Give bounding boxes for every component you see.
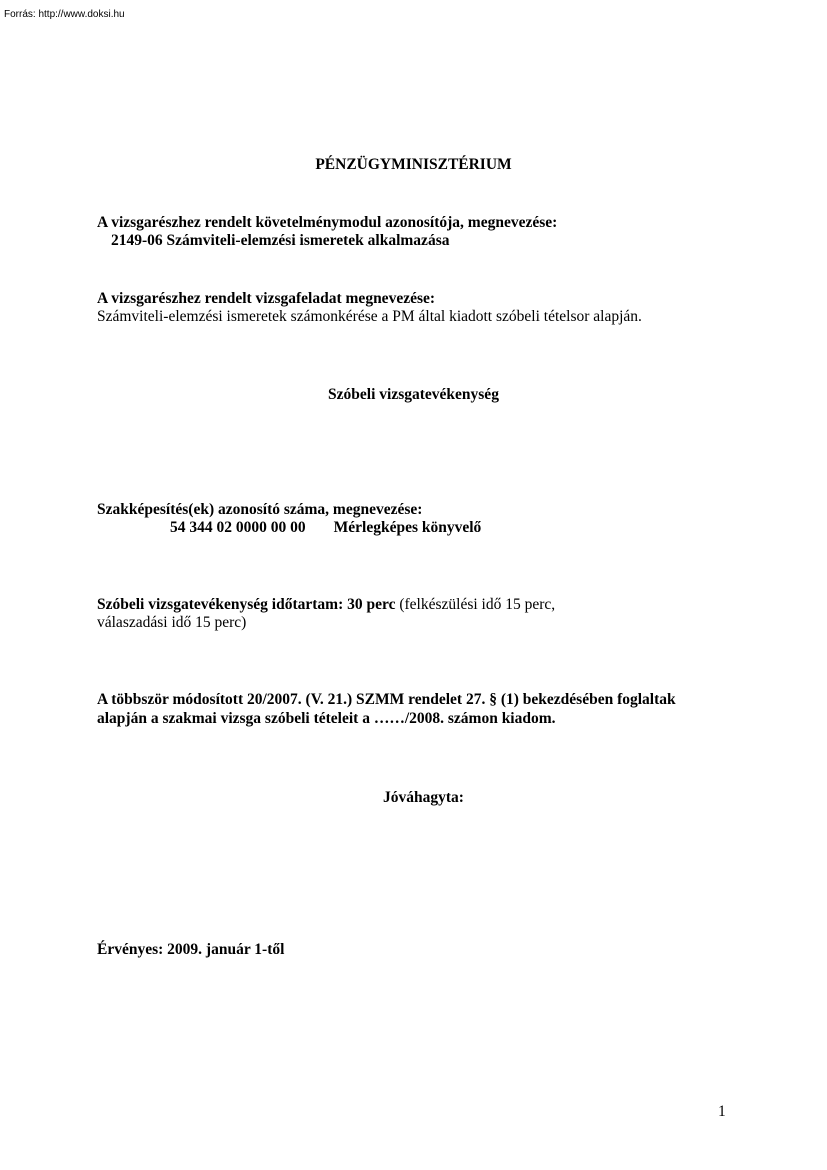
duration-detail-1: (felkészülési idő 15 perc, xyxy=(399,596,556,613)
module-value: 2149-06 Számviteli-elemzési ismeretek alkalmazása xyxy=(111,232,450,249)
duration-line xyxy=(97,596,555,614)
decree-line-2: alapján a szakmai vizsga szóbeli tételeit a ……/2008. számon kiadom. xyxy=(97,710,556,727)
task-heading: A vizsgarészhez rendelt vizsgafeladat megnevezése: xyxy=(97,290,436,307)
qualification-heading: Szakképesítés(ek) azonosító száma, megnevezése: xyxy=(97,501,423,518)
qualification-line xyxy=(97,519,481,537)
valid-from: Érvényes: 2009. január 1-től xyxy=(97,941,285,958)
module-heading: A vizsgarészhez rendelt követelménymodul azonosítója, megnevezése: xyxy=(97,214,558,231)
duration-label: Szóbeli vizsgatevékenység időtartam: 30 perc xyxy=(97,596,396,613)
decree-line-1: A többször módosított 20/2007. (V. 21.) SZMM rendelet 27. § (1) bekezdésében foglaltak xyxy=(97,691,676,708)
task-value: Számviteli-elemzési ismeretek számonkérése a PM által kiadott szóbeli tételsor alapján. xyxy=(97,308,642,325)
activity-title: Szóbeli vizsgatevékenység xyxy=(328,386,499,403)
qualification-name: Mérlegképes könyvelő xyxy=(333,519,482,536)
ministry-title: PÉNZÜGYMINISZTÉRIUM xyxy=(315,156,512,173)
qualification-code: 54 344 02 0000 00 00 xyxy=(170,519,306,536)
approved-label: Jóváhagyta: xyxy=(383,789,464,806)
duration-detail-2: válaszadási idő 15 perc) xyxy=(97,614,247,631)
source-url: Forrás: http://www.doksi.hu xyxy=(4,9,125,20)
page-number: 1 xyxy=(718,1103,726,1120)
